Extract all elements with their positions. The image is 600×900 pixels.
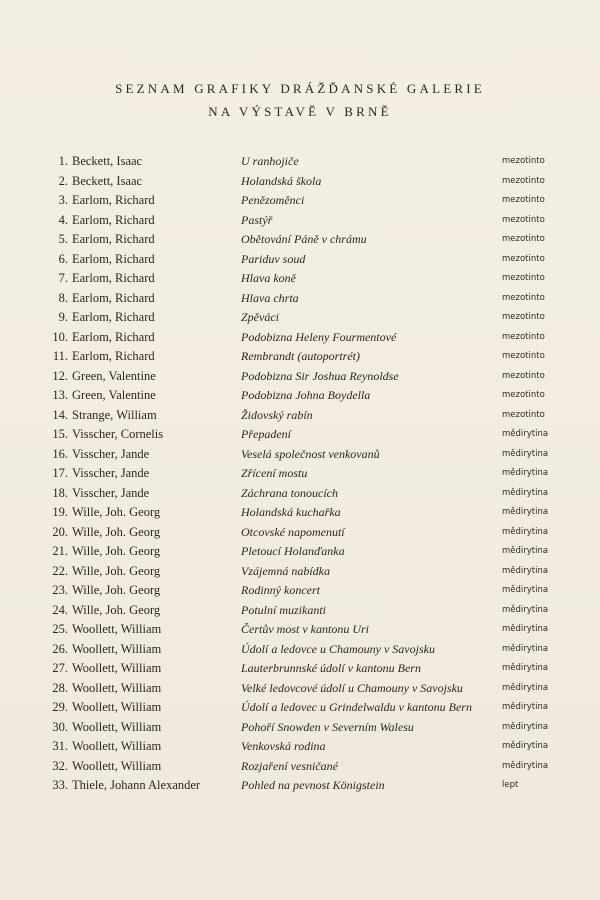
work-title: Podobizna Johna Boydella xyxy=(241,388,371,402)
entry-number: 14. xyxy=(52,407,68,422)
technique: mezotinto xyxy=(502,195,545,205)
technique: mědirytina xyxy=(502,624,549,634)
technique: mezotinto xyxy=(502,312,545,322)
technique: mezotinto xyxy=(502,292,545,303)
list-item xyxy=(0,698,600,718)
artist-name: Earlom, Richard xyxy=(72,212,155,227)
work-title: Hlava koně xyxy=(241,271,296,285)
work-title: Rodinný koncert xyxy=(241,583,320,597)
document-subtitle: NA VÝSTAVĚ V BRNĚ xyxy=(208,104,392,119)
artist-name: Visscher, Jande xyxy=(72,485,150,500)
artist-name: Wille, Joh. Georg xyxy=(72,583,161,597)
entry-number: 2. xyxy=(58,173,68,188)
work-title: Údolí a ledovec u Grindelwaldu v kantonu Bern xyxy=(241,700,472,714)
list-item xyxy=(0,152,600,172)
entry-number: 18. xyxy=(52,485,68,500)
artist-name: Woollett, William xyxy=(72,739,162,753)
work-title: Pariduv soud xyxy=(241,251,306,266)
technique: mědirytina xyxy=(502,741,549,751)
artist-name: Beckett, Isaac xyxy=(72,173,143,188)
technique: mezotinto xyxy=(502,175,545,186)
work-title: Pastýř xyxy=(241,212,273,227)
entry-number: 32. xyxy=(52,758,68,773)
catalogue-list xyxy=(0,152,600,796)
technique: mezotinto xyxy=(502,409,545,420)
artist-name: Green, Valentine xyxy=(72,368,156,383)
work-title: Čertův most v kantonu Uri xyxy=(241,622,369,636)
artist-name: Strange, William xyxy=(72,407,157,422)
work-title: Pletoucí Holanďanka xyxy=(241,544,345,558)
work-title: Potulní muzikanti xyxy=(241,602,326,617)
list-item xyxy=(0,757,600,777)
work-title: Rozjaření vesničané xyxy=(241,758,338,773)
list-item xyxy=(0,425,600,445)
list-item xyxy=(0,581,600,601)
work-title: Podobizna Heleny Fourmentové xyxy=(241,329,397,344)
artist-name: Beckett, Isaac xyxy=(72,154,143,168)
technique: mezotinto xyxy=(502,351,545,361)
list-item xyxy=(0,737,600,757)
entry-number: 8. xyxy=(58,290,68,305)
list-item xyxy=(0,776,600,796)
artist-name: Earlom, Richard xyxy=(72,310,155,324)
artist-name: Thiele, Johann Alexander xyxy=(72,778,201,792)
technique: lept xyxy=(502,780,519,790)
technique: mezotinto xyxy=(502,253,545,264)
technique: mezotinto xyxy=(502,331,545,342)
entry-number: 31. xyxy=(52,739,68,753)
artist-name: Visscher, Jande xyxy=(72,446,150,461)
list-item xyxy=(0,269,600,289)
artist-name: Earlom, Richard xyxy=(72,251,155,266)
work-title: Lauterbrunnské údolí v kantonu Bern xyxy=(241,661,421,675)
entry-number: 25. xyxy=(52,622,68,636)
list-item xyxy=(0,542,600,562)
entry-number: 15. xyxy=(52,427,68,441)
artist-name: Earlom, Richard xyxy=(72,271,155,285)
technique: mědirytina xyxy=(502,487,549,498)
technique: mědirytina xyxy=(502,448,549,459)
list-item xyxy=(0,172,600,192)
technique: mědirytina xyxy=(502,760,549,771)
entry-number: 3. xyxy=(58,193,68,207)
entry-number: 9. xyxy=(58,310,68,324)
work-title: Obětování Páně v chrámu xyxy=(241,232,367,246)
technique: mezotinto xyxy=(502,156,545,166)
artist-name: Green, Valentine xyxy=(72,388,156,402)
list-item xyxy=(0,679,600,699)
technique: mědirytina xyxy=(502,682,549,693)
list-item xyxy=(0,211,600,231)
entry-number: 7. xyxy=(58,271,68,285)
artist-name: Woollett, William xyxy=(72,622,162,636)
entry-number: 6. xyxy=(58,251,68,266)
technique: mezotinto xyxy=(502,234,545,244)
entry-number: 28. xyxy=(52,680,68,695)
work-title: Otcovské napomenutí xyxy=(241,524,345,539)
technique: mědirytina xyxy=(502,468,549,478)
artist-name: Earlom, Richard xyxy=(72,290,155,305)
work-title: Veselá společnost venkovanů xyxy=(241,446,380,461)
artist-name: Earlom, Richard xyxy=(72,329,155,344)
artist-name: Woollett, William xyxy=(72,661,162,675)
work-title: Rembrandt (autoportrét) xyxy=(241,349,360,363)
list-item xyxy=(0,601,600,621)
entry-number: 4. xyxy=(58,212,68,227)
artist-name: Woollett, William xyxy=(72,719,162,734)
entry-number: 26. xyxy=(52,641,68,656)
technique: mědirytina xyxy=(502,526,549,537)
work-title: Zřícení mostu xyxy=(241,466,308,480)
entry-number: 19. xyxy=(52,505,68,519)
list-item xyxy=(0,191,600,211)
list-item xyxy=(0,484,600,504)
technique: mědirytina xyxy=(502,663,549,673)
artist-name: Visscher, Cornelis xyxy=(72,427,164,441)
entry-number: 1. xyxy=(58,154,68,168)
list-item xyxy=(0,640,600,660)
entry-number: 17. xyxy=(52,466,68,480)
list-item xyxy=(0,523,600,543)
technique: mezotinto xyxy=(502,370,545,381)
technique: mědirytina xyxy=(502,721,549,732)
entry-number: 22. xyxy=(52,563,68,578)
work-title: Záchrana tonoucích xyxy=(241,485,338,500)
work-title: Penězoměnci xyxy=(241,193,305,207)
list-item xyxy=(0,367,600,387)
work-title: Židovský rabín xyxy=(241,407,313,422)
technique: mědirytina xyxy=(502,565,549,576)
artist-name: Wille, Joh. Georg xyxy=(72,602,161,617)
entry-number: 23. xyxy=(52,583,68,597)
list-item xyxy=(0,289,600,309)
entry-number: 24. xyxy=(52,602,68,617)
work-title: Údolí a ledovce u Chamouny v Savojsku xyxy=(241,641,435,656)
artist-name: Wille, Joh. Georg xyxy=(72,505,161,519)
technique: mědirytina xyxy=(502,507,549,517)
work-title: Zpěváci xyxy=(241,310,279,324)
artist-name: Woollett, William xyxy=(72,758,162,773)
entry-number: 33. xyxy=(52,778,68,792)
work-title: U ranhojiče xyxy=(241,154,299,168)
technique: mědirytina xyxy=(502,546,549,556)
artist-name: Earlom, Richard xyxy=(72,349,155,363)
list-item xyxy=(0,250,600,270)
work-title: Venkovská rodina xyxy=(241,739,326,753)
list-item xyxy=(0,328,600,348)
artist-name: Visscher, Jande xyxy=(72,466,150,480)
entry-number: 5. xyxy=(58,232,68,246)
work-title: Přepadení xyxy=(241,427,291,441)
list-item xyxy=(0,230,600,250)
entry-number: 29. xyxy=(52,700,68,714)
entry-number: 27. xyxy=(52,661,68,675)
artist-name: Woollett, William xyxy=(72,700,162,714)
entry-number: 10. xyxy=(52,329,68,344)
entry-number: 30. xyxy=(52,719,68,734)
list-item xyxy=(0,386,600,406)
artist-name: Earlom, Richard xyxy=(72,232,155,246)
entry-number: 11. xyxy=(52,349,68,363)
list-item xyxy=(0,620,600,640)
list-item xyxy=(0,308,600,328)
entry-number: 12. xyxy=(52,368,68,383)
work-title: Holandská kuchařka xyxy=(241,505,341,519)
entry-number: 13. xyxy=(52,388,68,402)
work-title: Pohled na pevnost Königstein xyxy=(241,778,385,792)
list-item xyxy=(0,659,600,679)
artist-name: Woollett, William xyxy=(72,641,162,656)
work-title: Holandská škola xyxy=(241,173,322,188)
technique: mědirytina xyxy=(502,429,549,439)
work-title: Hlava chrta xyxy=(241,290,299,305)
list-item xyxy=(0,562,600,582)
technique: mezotinto xyxy=(502,390,545,400)
work-title: Podobizna Sir Joshua Reynoldse xyxy=(241,368,399,383)
artist-name: Wille, Joh. Georg xyxy=(72,563,161,578)
entry-number: 21. xyxy=(52,544,68,558)
list-item xyxy=(0,464,600,484)
list-item xyxy=(0,347,600,367)
artist-name: Wille, Joh. Georg xyxy=(72,524,161,539)
artist-name: Earlom, Richard xyxy=(72,193,155,207)
list-item xyxy=(0,718,600,738)
work-title: Pohoří Snowden v Severním Walesu xyxy=(241,719,414,734)
entry-number: 16. xyxy=(52,446,68,461)
technique: mědirytina xyxy=(502,643,549,654)
technique: mezotinto xyxy=(502,214,545,225)
artist-name: Wille, Joh. Georg xyxy=(72,544,161,558)
artist-name: Woollett, William xyxy=(72,680,162,695)
list-item xyxy=(0,503,600,523)
technique: mezotinto xyxy=(502,273,545,283)
entry-number: 20. xyxy=(52,524,68,539)
list-item xyxy=(0,406,600,426)
document-title: SEZNAM GRAFIKY DRÁŽĎANSKÉ GALERIE xyxy=(115,81,485,96)
technique: mědirytina xyxy=(502,702,549,712)
list-item xyxy=(0,445,600,465)
work-title: Vzájemná nabídka xyxy=(241,563,330,578)
work-title: Velké ledovcové údolí u Chamouny v Savojsku xyxy=(241,680,463,695)
technique: mědirytina xyxy=(502,604,549,615)
technique: mědirytina xyxy=(502,585,549,595)
